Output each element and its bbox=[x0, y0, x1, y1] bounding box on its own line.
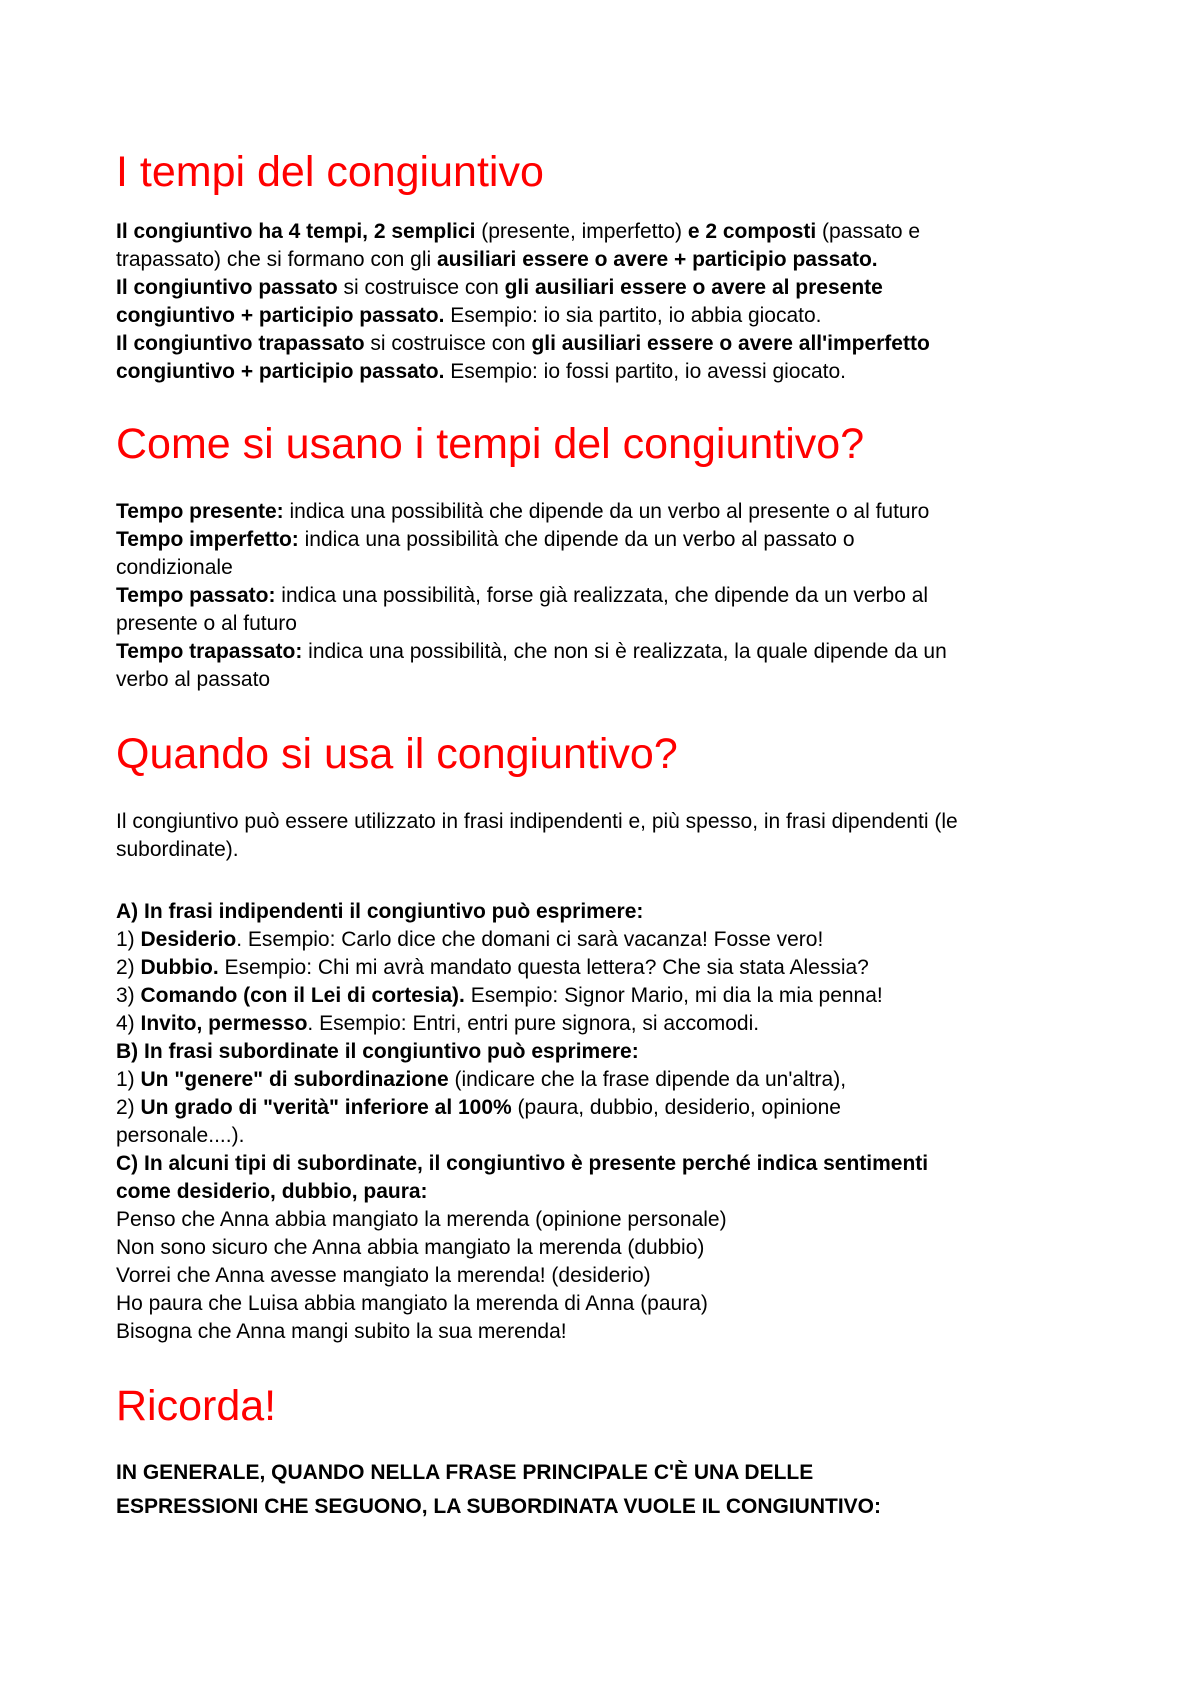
text-line: presente o al futuro bbox=[116, 612, 297, 635]
item-number: 1) bbox=[116, 928, 141, 951]
item-number: 2) bbox=[116, 956, 141, 979]
text-line bbox=[116, 274, 1106, 302]
text-line bbox=[116, 1490, 1106, 1524]
bold-text: Tempo presente: bbox=[116, 500, 284, 523]
list-heading bbox=[116, 898, 1106, 926]
bold-text: gli ausiliari essere o avere all'imperfetto bbox=[531, 332, 930, 355]
section-quando-intro bbox=[116, 808, 1106, 864]
text-line: condizionale bbox=[116, 556, 233, 579]
bold-text: Tempo passato: bbox=[116, 584, 276, 607]
text-line bbox=[116, 498, 1106, 526]
text-line bbox=[116, 358, 1106, 386]
list-item bbox=[116, 1066, 1106, 1094]
text-line bbox=[116, 638, 1106, 666]
text: si costruisce con bbox=[364, 332, 532, 355]
bold-text: Un grado di "verità" inferiore al 100% bbox=[140, 1096, 512, 1119]
text: Esempio: Signor Mario, mi dia la mia penna! bbox=[464, 984, 883, 1007]
text: . Esempio: Entri, entri pure signora, si accomodi. bbox=[307, 1012, 760, 1035]
item-number: 4) bbox=[116, 1012, 141, 1035]
text-line: verbo al passato bbox=[116, 668, 271, 691]
list-item bbox=[116, 926, 1106, 954]
text: (indicare che la frase dipende da un'altra), bbox=[448, 1068, 847, 1091]
bold-text: Il congiuntivo trapassato bbox=[116, 332, 365, 355]
bold-text: Invito, permesso bbox=[140, 1012, 308, 1035]
text-line bbox=[116, 218, 1106, 246]
bold-text: Il congiuntivo passato bbox=[116, 276, 338, 299]
heading-come-si-usano: Come si usano i tempi del congiuntivo? bbox=[116, 420, 865, 468]
text: (paura, dubbio, desiderio, opinione bbox=[511, 1096, 841, 1119]
text-line bbox=[116, 302, 1106, 330]
list-heading bbox=[116, 1038, 1106, 1066]
bold-text: come desiderio, dubbio, paura: bbox=[116, 1180, 428, 1203]
bold-text: Desiderio bbox=[140, 928, 237, 951]
bold-text: ausiliari essere o avere + participio passato. bbox=[437, 248, 878, 271]
text: Esempio: io sia partito, io abbia giocato. bbox=[444, 304, 822, 327]
section-tempi-body bbox=[116, 218, 1106, 386]
text-line bbox=[116, 1456, 1106, 1490]
text-line bbox=[116, 526, 1106, 554]
example-line: Non sono sicuro che Anna abbia mangiato la merenda (dubbio) bbox=[116, 1236, 705, 1259]
bold-text: Tempo imperfetto: bbox=[116, 528, 299, 551]
example-line: Vorrei che Anna avesse mangiato la merenda! (desiderio) bbox=[116, 1264, 651, 1287]
text: (passato e bbox=[816, 220, 921, 243]
list-heading bbox=[116, 1178, 1106, 1206]
text: (presente, imperfetto) bbox=[475, 220, 688, 243]
example-line: Ho paura che Luisa abbia mangiato la merenda di Anna (paura) bbox=[116, 1292, 708, 1315]
section-ricorda-body bbox=[116, 1456, 1106, 1524]
bold-text: C) In alcuni tipi di subordinate, il congiuntivo è presente perché indica sentimenti bbox=[116, 1152, 929, 1175]
example-line: Bisogna che Anna mangi subito la sua merenda! bbox=[116, 1320, 567, 1343]
text: . Esempio: Carlo dice che domani ci sarà vacanza! Fosse vero! bbox=[236, 928, 824, 951]
list-item bbox=[116, 982, 1106, 1010]
text: indica una possibilità che dipende da un verbo al passato o bbox=[298, 528, 855, 551]
text: si costruisce con bbox=[337, 276, 505, 299]
heading-tempi-del-congiuntivo: I tempi del congiuntivo bbox=[116, 148, 544, 196]
bold-text: e 2 composti bbox=[687, 220, 817, 243]
bold-text: Un "genere" di subordinazione bbox=[140, 1068, 449, 1091]
section-usi-body bbox=[116, 498, 1106, 694]
heading-ricorda: Ricorda! bbox=[116, 1382, 277, 1430]
list-item bbox=[116, 1010, 1106, 1038]
text: Esempio: Chi mi avrà mandato questa lettera? Che sia stata Alessia? bbox=[218, 956, 869, 979]
bold-text: IN GENERALE, QUANDO NELLA FRASE PRINCIPALE C'È UNA DELLE bbox=[116, 1461, 814, 1484]
bold-text: Dubbio. bbox=[140, 956, 219, 979]
text: indica una possibilità che dipende da un verbo al presente o al futuro bbox=[283, 500, 930, 523]
section-quando-body bbox=[116, 898, 1106, 1346]
bold-text: congiuntivo + participio passato. bbox=[116, 304, 445, 327]
list-item bbox=[116, 1094, 1106, 1122]
example-line: Penso che Anna abbia mangiato la merenda (opinione personale) bbox=[116, 1208, 727, 1231]
bold-text: gli ausiliari essere o avere al presente bbox=[504, 276, 883, 299]
text-line: personale....). bbox=[116, 1124, 245, 1147]
list-heading bbox=[116, 1150, 1106, 1178]
bold-text: Il congiuntivo ha 4 tempi, 2 semplici bbox=[116, 220, 476, 243]
text-line: Il congiuntivo può essere utilizzato in frasi indipendenti e, più spesso, in frasi dipendenti (le bbox=[116, 810, 958, 833]
text-line bbox=[116, 246, 1106, 274]
text: Esempio: io fossi partito, io avessi giocato. bbox=[444, 360, 846, 383]
bold-text: congiuntivo + participio passato. bbox=[116, 360, 445, 383]
text: indica una possibilità, forse già realizzata, che dipende da un verbo al bbox=[275, 584, 929, 607]
bold-text: A) In frasi indipendenti il congiuntivo può esprimere: bbox=[116, 900, 644, 923]
text-line bbox=[116, 582, 1106, 610]
list-item bbox=[116, 954, 1106, 982]
item-number: 3) bbox=[116, 984, 141, 1007]
bold-text: Tempo trapassato: bbox=[116, 640, 303, 663]
bold-text: ESPRESSIONI CHE SEGUONO, LA SUBORDINATA VUOLE IL CONGIUNTIVO: bbox=[116, 1495, 882, 1518]
text-line bbox=[116, 330, 1106, 358]
bold-text: Comando (con il Lei di cortesia). bbox=[140, 984, 465, 1007]
text: trapassato) che si formano con gli bbox=[116, 248, 437, 271]
item-number: 2) bbox=[116, 1096, 141, 1119]
bold-text: B) In frasi subordinate il congiuntivo può esprimere: bbox=[116, 1040, 639, 1063]
text-line: subordinate). bbox=[116, 838, 239, 861]
text: indica una possibilità, che non si è realizzata, la quale dipende da un bbox=[302, 640, 947, 663]
heading-quando-si-usa: Quando si usa il congiuntivo? bbox=[116, 730, 678, 778]
item-number: 1) bbox=[116, 1068, 141, 1091]
